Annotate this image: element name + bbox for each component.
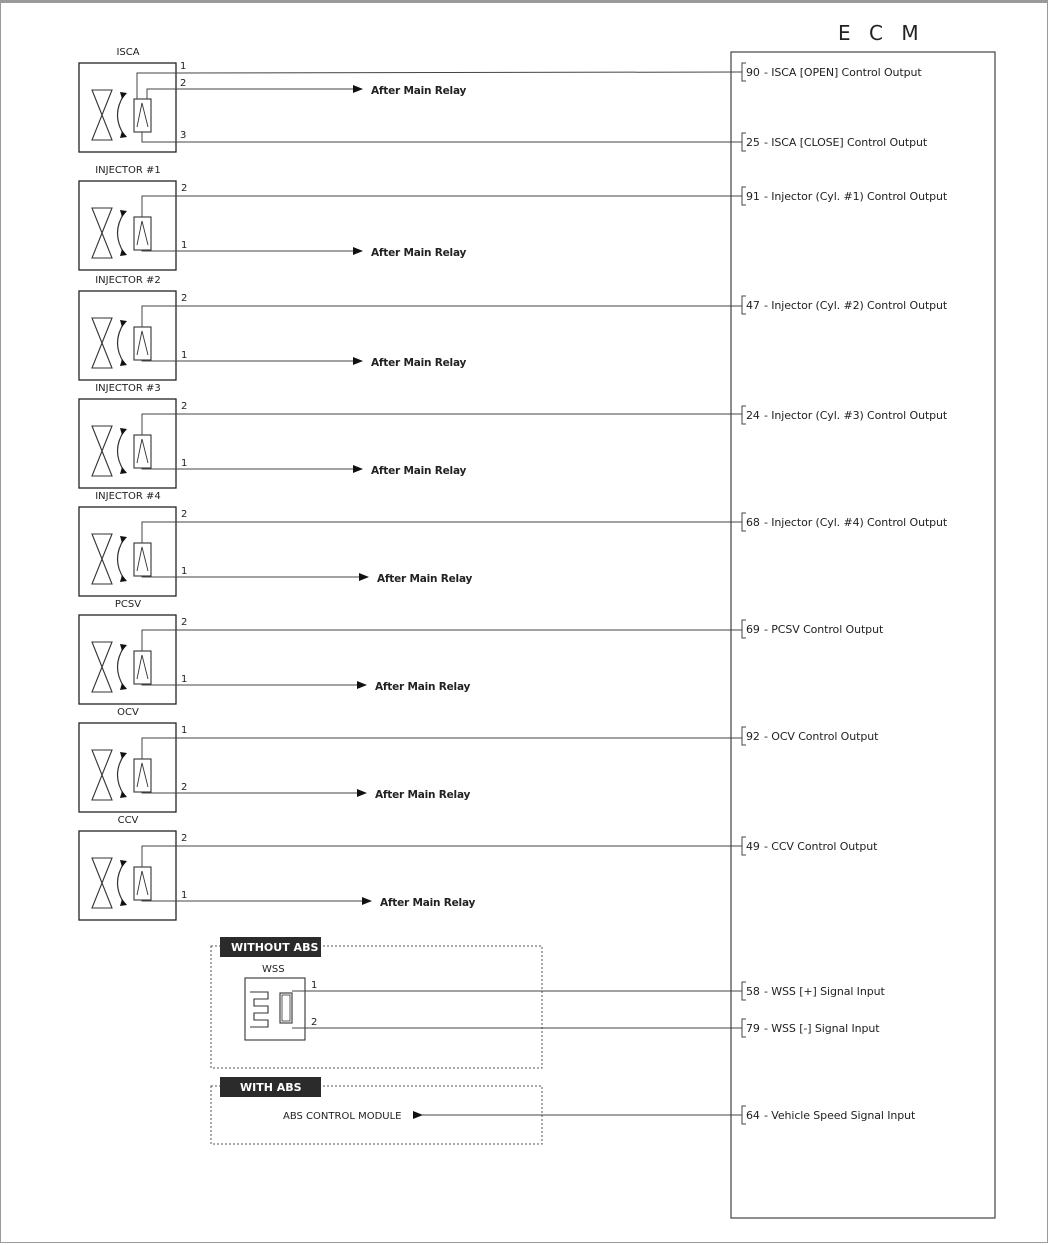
- without-abs-badge-text: WITHOUT ABS: [231, 941, 319, 954]
- relay-label: After Main Relay: [371, 465, 467, 477]
- ecm-pin-label: - PCSV Control Output: [764, 623, 884, 636]
- pin-number: 1: [180, 61, 187, 72]
- wss-label: WSS: [262, 964, 285, 975]
- ecm-pin-label: - Vehicle Speed Signal Input: [764, 1109, 916, 1122]
- wire-to-ecm: [142, 414, 742, 435]
- ecm-pin-number: 69: [746, 623, 760, 636]
- ecm-pin: [742, 406, 948, 424]
- ecm-pin-label: - CCV Control Output: [764, 840, 878, 853]
- ecm-pin-number: 24: [746, 409, 760, 422]
- ecm-pin-label: - Injector (Cyl. #1) Control Output: [764, 190, 948, 203]
- pin-number: 2: [181, 293, 188, 304]
- with-abs-group: [211, 1077, 742, 1144]
- ecm-pin: [742, 982, 885, 1000]
- pin-number: 1: [181, 240, 188, 251]
- pin-number: 1: [181, 566, 188, 577]
- ecm-pin-label: - OCV Control Output: [764, 730, 879, 743]
- component-injector-3: [79, 383, 742, 488]
- ecm-pin-label: - ISCA [OPEN] Control Output: [764, 66, 922, 79]
- wire-to-ecm: [142, 196, 742, 217]
- relay-label: After Main Relay: [371, 85, 467, 97]
- ecm-pin-list: [742, 63, 948, 1124]
- wss-pin-2: 2: [311, 1017, 318, 1028]
- ecm-pin-number: 47: [746, 299, 760, 312]
- ecm-pin: [742, 1019, 880, 1037]
- wire-to-ecm: [142, 738, 742, 759]
- component-isca: [79, 47, 742, 152]
- ecm-pin: [742, 1106, 916, 1124]
- ecm-block: [731, 21, 995, 1218]
- ecm-pin-label: - Injector (Cyl. #2) Control Output: [764, 299, 948, 312]
- wire-to-ecm: [176, 72, 742, 73]
- wire-to-ecm-close: [142, 132, 742, 142]
- wire-to-ecm: [142, 846, 742, 867]
- pin-number: 1: [181, 350, 188, 361]
- ecm-pin-number: 68: [746, 516, 760, 529]
- pin-number: 2: [181, 833, 188, 844]
- component-name: INJECTOR #2: [95, 275, 161, 286]
- ecm-pin: [742, 620, 884, 638]
- pin-number: 2: [181, 183, 188, 194]
- ecm-pin-number: 58: [746, 985, 760, 998]
- pin-number: 3: [180, 130, 187, 141]
- without-abs-group: [211, 937, 742, 1068]
- component-name: PCSV: [114, 599, 142, 610]
- wire-to-ecm: [142, 522, 742, 543]
- component-injector-2: [79, 275, 742, 380]
- component-pcsv: [79, 599, 742, 704]
- ecm-pin-number: 90: [746, 66, 760, 79]
- component-name: INJECTOR #4: [95, 491, 161, 502]
- ecm-pin: [742, 837, 878, 855]
- ecm-pin-number: 49: [746, 840, 760, 853]
- component-ocv: [79, 707, 742, 812]
- ecm-pin-label: - WSS [+] Signal Input: [764, 985, 885, 998]
- component-name: OCV: [117, 707, 139, 718]
- relay-label: After Main Relay: [371, 357, 467, 369]
- wire-to-ecm: [142, 306, 742, 327]
- ecm-pin-label: - Injector (Cyl. #3) Control Output: [764, 409, 948, 422]
- ecm-pin-label: - Injector (Cyl. #4) Control Output: [764, 516, 948, 529]
- pin-number: 1: [181, 890, 188, 901]
- pin-number: 1: [181, 458, 188, 469]
- ecm-pin-number: 64: [746, 1109, 760, 1122]
- component-injector-1: [79, 165, 742, 270]
- ecm-title: E C M: [838, 21, 925, 45]
- relay-label: After Main Relay: [377, 573, 473, 585]
- relay-label: After Main Relay: [375, 789, 471, 801]
- component-name: ISCA: [116, 47, 140, 58]
- relay-label: After Main Relay: [371, 247, 467, 259]
- pin-number: 2: [181, 509, 188, 520]
- component-list: [79, 47, 742, 920]
- wire-to-relay: [147, 89, 362, 99]
- component-name: INJECTOR #3: [95, 383, 161, 394]
- component-injector-4: [79, 491, 742, 596]
- pin-number: 1: [181, 725, 188, 736]
- relay-label: After Main Relay: [375, 681, 471, 693]
- ecm-pin: [742, 133, 928, 151]
- wss-pin-1: 1: [311, 980, 318, 991]
- ecm-pin: [742, 513, 948, 531]
- component-name: INJECTOR #1: [95, 165, 161, 176]
- pin-number: 2: [180, 78, 187, 89]
- component-ccv: [79, 815, 742, 920]
- with-abs-badge-text: WITH ABS: [240, 1081, 302, 1094]
- ecm-pin-number: 92: [746, 730, 760, 743]
- ecm-pin-number: 25: [746, 136, 760, 149]
- ecm-pin: [742, 296, 948, 314]
- wss-sensor-icon: [245, 978, 305, 1040]
- ecm-pin-number: 79: [746, 1022, 760, 1035]
- relay-label: After Main Relay: [380, 897, 476, 909]
- pin-number: 1: [181, 674, 188, 685]
- pin-number: 2: [181, 401, 188, 412]
- component-name: CCV: [117, 815, 139, 826]
- abs-module-label: ABS CONTROL MODULE: [283, 1111, 402, 1122]
- ecm-pin-label: - ISCA [CLOSE] Control Output: [764, 136, 928, 149]
- ecm-pin-number: 91: [746, 190, 760, 203]
- pin-number: 2: [181, 617, 188, 628]
- ecm-pin: [742, 727, 879, 745]
- ecm-pin: [742, 187, 948, 205]
- wire-to-ecm: [142, 630, 742, 651]
- pin-number: 2: [181, 782, 188, 793]
- ecm-pin-label: - WSS [-] Signal Input: [764, 1022, 880, 1035]
- ecm-pin: [742, 63, 922, 81]
